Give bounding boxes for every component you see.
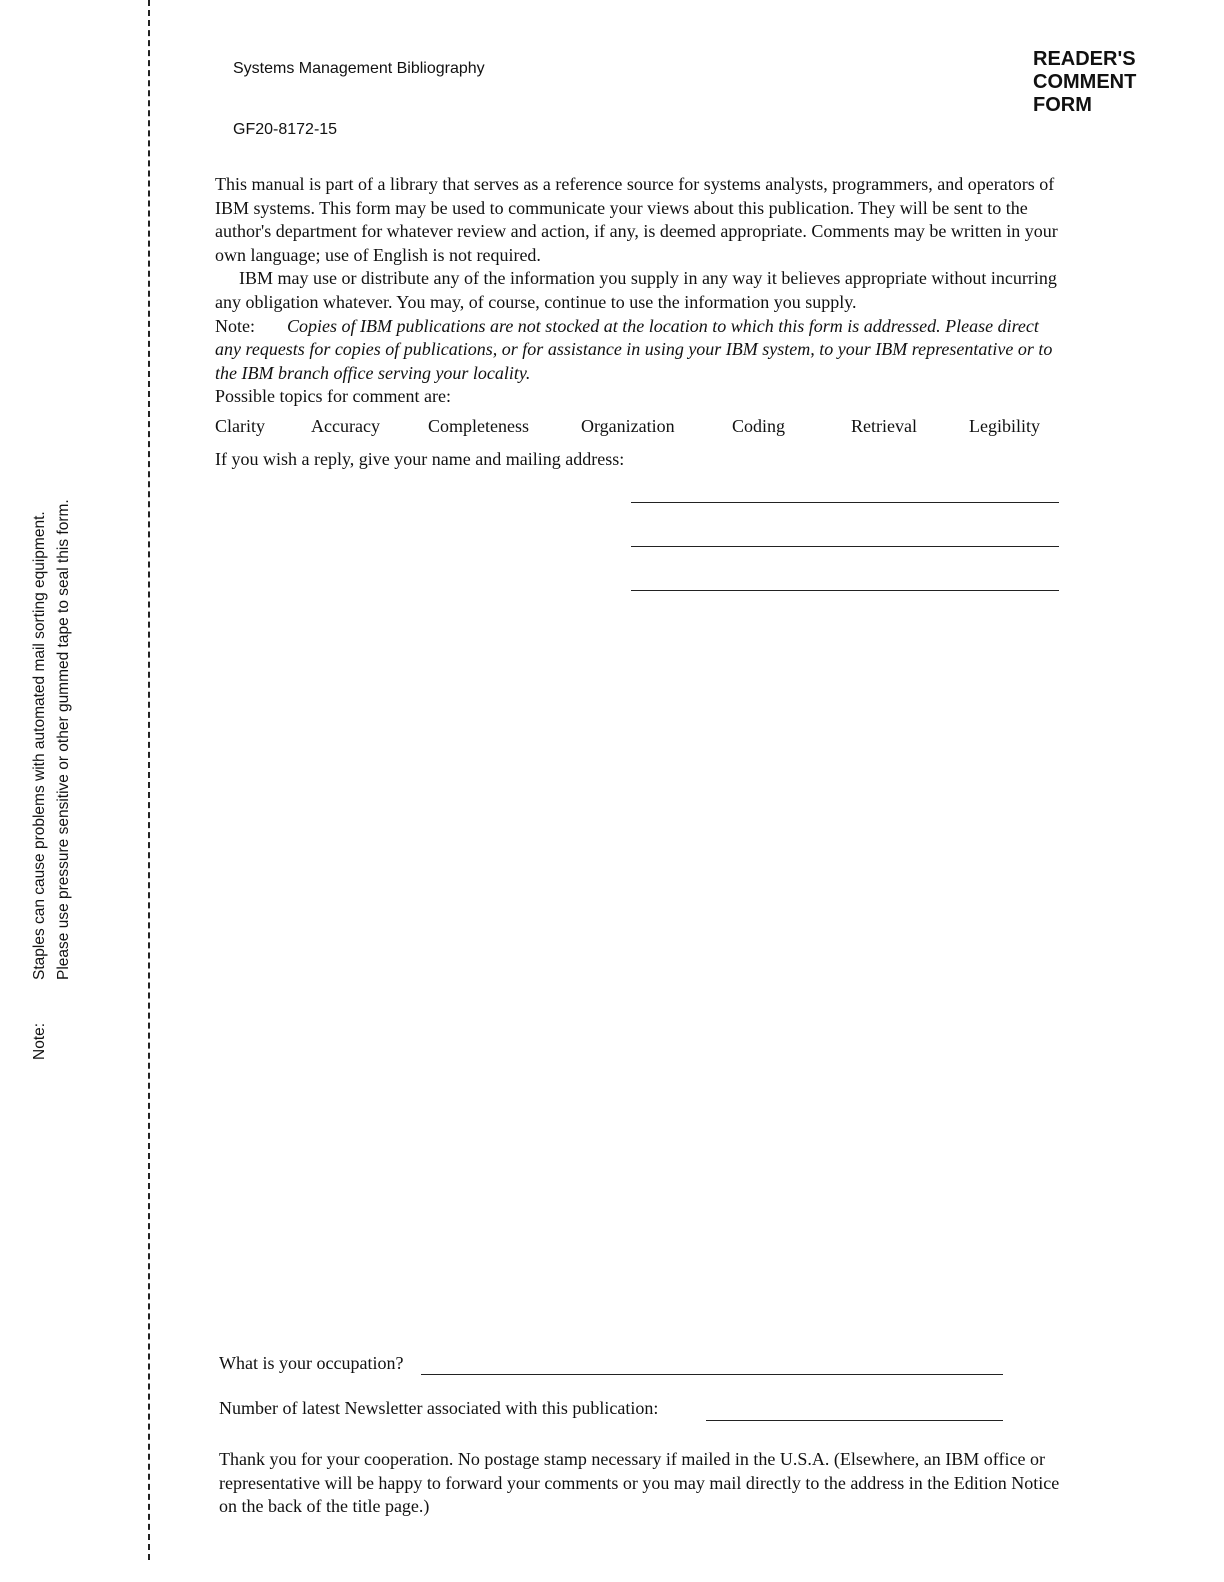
topic-retrieval: Retrieval [851, 416, 917, 436]
side-note-line-1: Staples can cause problems with automated mail sorting equipment. [31, 511, 48, 980]
form-title-line-2: COMMENT [1033, 71, 1137, 93]
newsletter-field[interactable] [706, 1420, 1003, 1421]
topic-coding: Coding [732, 416, 786, 436]
address-line-2[interactable] [631, 546, 1059, 547]
doc-title: Systems Management Bibliography [233, 60, 485, 77]
cut-line [148, 0, 150, 1560]
topics-list [215, 416, 1065, 442]
note-paragraph [215, 315, 1065, 386]
doc-number: GF20-8172-15 [233, 121, 338, 138]
side-note-line-2: Please use pressure sensitive or other gummed tape to seal this form. [55, 499, 72, 980]
intro-text [215, 173, 1065, 409]
topic-accuracy: Accuracy [311, 416, 380, 436]
topic-completeness: Completeness [428, 416, 529, 436]
intro-paragraph: This manual is part of a library that serves as a reference source for systems analysts, programmers, and operators of IBM systems. This form may be used to communicate your views about this publication. They will be sent to the author's department for whatever review and action, if any, is deemed appropriate. Comments may be written in your own language; use of English is not required. [215, 174, 1058, 265]
occupation-label: What is your occupation? [219, 1353, 404, 1373]
newsletter-label: Number of latest Newsletter associated with this publication: [219, 1398, 659, 1418]
address-line-3[interactable] [631, 590, 1059, 591]
side-note-label: Note: [31, 1022, 48, 1060]
topic-legibility: Legibility [969, 416, 1040, 436]
form-title [1033, 48, 1136, 117]
form-title-line-3: FORM [1033, 94, 1092, 116]
occupation-field[interactable] [421, 1374, 1003, 1375]
topic-clarity: Clarity [215, 416, 265, 436]
note-label: Note: [215, 315, 255, 336]
topics-intro: Possible topics for comment are: [215, 386, 451, 407]
thanks-paragraph: Thank you for your cooperation. No postage stamp necessary if mailed in the U.S.A. (Elsewhere, an IBM office or representative will be happy to forward your comments or you may mail directly to the address in the Edition Notice on the back of the title page.) [219, 1449, 1060, 1517]
side-note [28, 440, 76, 1060]
form-title-line-1: READER'S [1033, 48, 1136, 70]
reply-prompt: If you wish a reply, give your name and mailing address: [215, 449, 625, 469]
usage-paragraph: IBM may use or distribute any of the information you supply in any way it believes appropriate without incurring any obligation whatever. You may, of course, continue to use the information you supply. [215, 268, 1057, 312]
topic-organization: Organization [581, 416, 675, 436]
address-line-1[interactable] [631, 502, 1059, 503]
note-text: Copies of IBM publications are not stocked at the location to which this form is addressed. Please direct any requests for copies of publications, or for assistance in using your IBM system, to your IBM representative or to the IBM branch office serving your locality. [215, 315, 1053, 383]
